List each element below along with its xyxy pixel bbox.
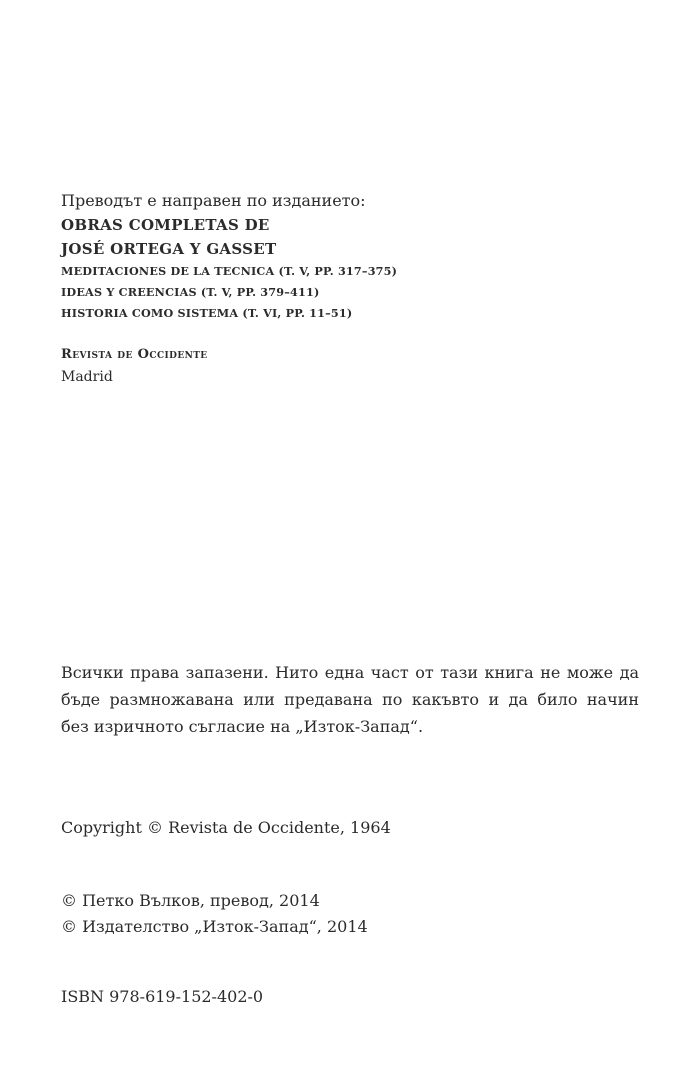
copyright-original-text: Copyright © Revista de Occidente, 1964 (61, 818, 391, 837)
isbn-text: ISBN 978-619-152-402-0 (61, 987, 264, 1006)
copyright-publisher: © Издателство „Изток-Запад“, 2014 (61, 917, 368, 936)
rights-line-2: бъде размножавана или предавана по какъвто и да било начин (61, 690, 639, 709)
work-item-2: IDEAS Y CREENCIAS (T. V, PP. 379–411) (61, 285, 320, 299)
copyright-translation: © Петко Вълков, превод, 2014 (61, 891, 320, 910)
copyright-local-block (61, 888, 368, 940)
isbn (61, 985, 263, 1009)
work-item-1: MEDITACIONES DE LA TECNICA (T. V, PP. 317–375) (61, 264, 398, 278)
publisher-city: Madrid (61, 369, 113, 385)
rights-line-3: без изричното съгласие на „Изток-Запад“. (61, 717, 424, 736)
source-edition-block (61, 189, 397, 324)
rights-notice (61, 659, 639, 740)
rights-line-1: Всички права запазени. Нито една част от тази книга не може да (61, 663, 639, 682)
source-intro: Преводът е направен по изданието: (61, 191, 366, 210)
publisher-name: Revista de Occidente (61, 347, 208, 362)
work-item-3: HISTORIA COMO SISTEMA (T. VI, PP. 11–51) (61, 306, 353, 320)
collection-title-line-1: OBRAS COMPLETAS DE (61, 216, 270, 234)
collection-title-line-2: JOSÉ ORTEGA Y GASSET (61, 240, 277, 258)
publisher-block (61, 344, 208, 388)
copyright-original (61, 816, 391, 840)
